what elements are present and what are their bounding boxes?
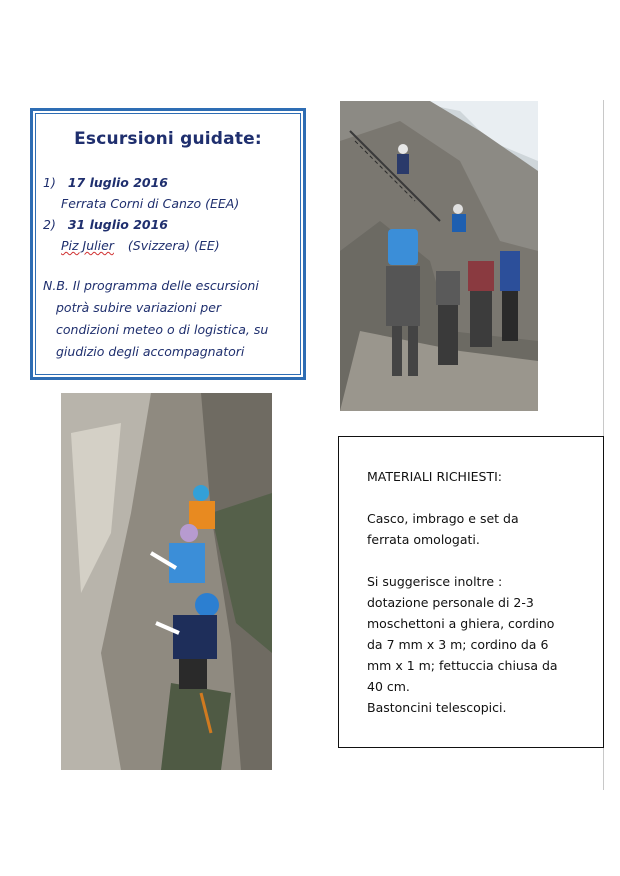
excursion-2-heading [43,217,168,232]
materials-line-1: Casco, imbrago e set da [367,511,519,526]
excursion-1-description: Ferrata Corni di Canzo (EEA) [61,196,240,211]
materials-line-4: dotazione personale di 2-3 [367,595,534,610]
materials-line-6: da 7 mm x 3 m; cordino da 6 [367,637,549,652]
excursions-title: Escursioni guidate: [74,129,262,149]
materials-line-3: Si suggerisce inoltre : [367,574,503,589]
materials-heading: MATERIALI RICHIESTI: [367,469,502,484]
nb-line-1: N.B. Il programma delle escursioni [43,278,259,293]
materials-line-7: mm x 1 m; fettuccia chiusa da [367,658,558,673]
excursion-2-description [61,238,220,253]
materials-line-9: Bastoncini telescopici. [367,700,507,715]
excursions-box [30,108,306,380]
excursion-2-number: 2) [43,217,56,232]
excursion-1-date: 17 luglio 2016 [67,175,169,190]
nb-line-2: potrà subire variazioni per [56,300,222,315]
excursion-2-place: Piz Julier [61,238,114,253]
materials-line-5: moschettoni a ghiera, cordino [367,616,555,631]
materials-box [338,436,604,748]
excursion-2-date: 31 luglio 2016 [67,217,169,232]
materials-line-8: 40 cm. [367,679,410,694]
nb-line-4: giudizio degli accompagnatori [56,344,245,359]
excursion-1-heading [43,175,168,190]
nb-line-3: condizioni meteo o di logistica, su [56,322,269,337]
excursion-2-details: (Svizzera) (EE) [127,238,220,253]
climbing-photo-gully [61,393,272,770]
climbing-photo-ferrata [340,101,538,411]
materials-line-2: ferrata omologati. [367,532,480,547]
excursion-1-number: 1) [43,175,56,190]
